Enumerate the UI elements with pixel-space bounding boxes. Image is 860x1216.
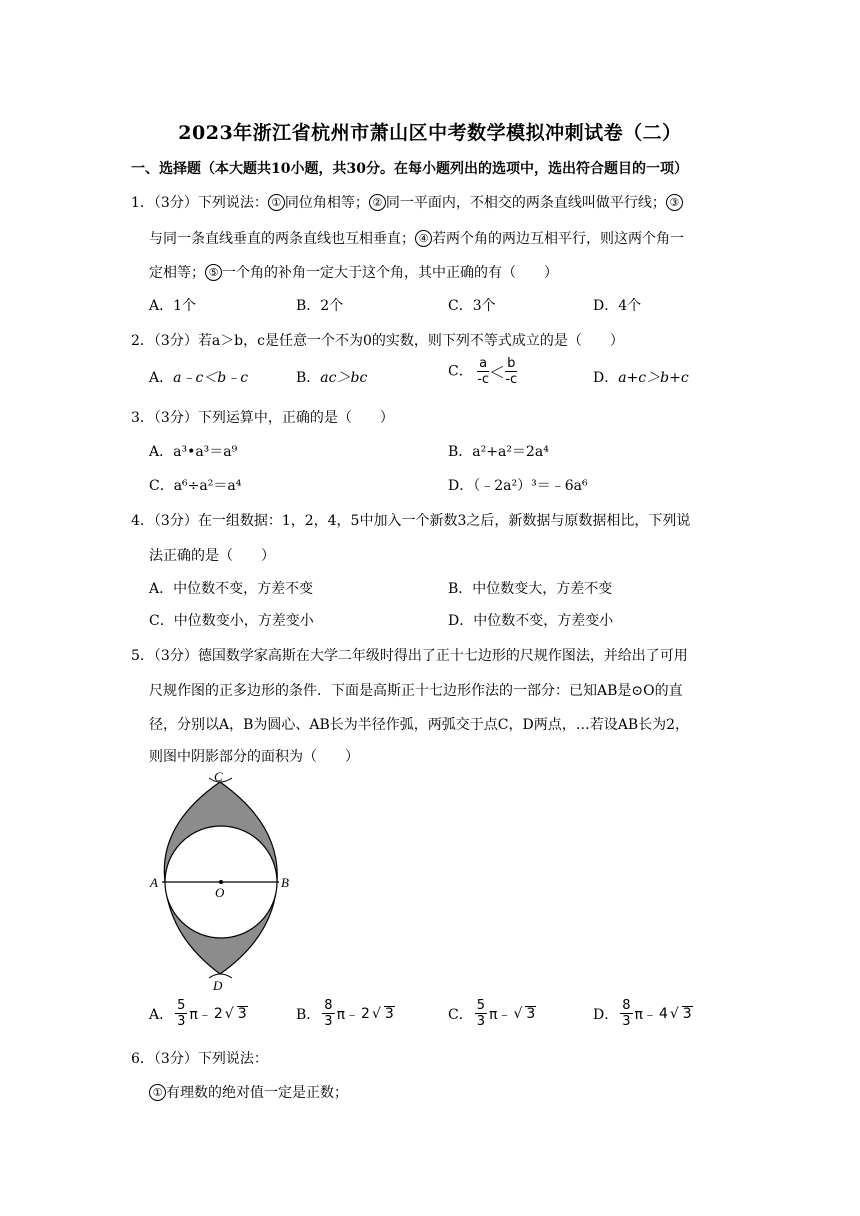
- q4-option-d: D．中位数不变，方差变小: [448, 613, 614, 629]
- q6-item1: ① 有理数的绝对值一定是正数；: [149, 1082, 348, 1102]
- q2-option-c: C． $\frac{a}{-c}$ ＜ $\frac{b}{-c}$: [448, 356, 518, 387]
- q5-line1: 5．（3分）德国数学家高斯在大学二年级时得出了正十七边形的尺规作图法，并给出了可用: [131, 648, 688, 664]
- q3-option-c: C．a⁶÷a²＝a⁴: [149, 478, 242, 494]
- q1-option-a: A．1个: [149, 298, 197, 314]
- q5-line2: 尺规作图的正多边形的条件．下面是高斯正十七边形作法的一部分：已知AB是⊙O的直: [149, 683, 683, 699]
- q2-option-d: D．a+c＞b+c: [593, 370, 689, 386]
- q5-line4: 则图中阴影部分的面积为（ ）: [149, 749, 359, 765]
- label-o: O: [215, 885, 225, 900]
- q5-option-a: A． $\frac{5}{3}$ π﹣ 2 √ 3: [149, 998, 247, 1029]
- q6-stem: 6．（3分）下列说法：: [131, 1051, 268, 1067]
- q1-line1: 1．（3分）下列说法： ① 同位角相等； ② 同一平面内，不相交的两条直线叫做平行线； ③: [131, 192, 683, 212]
- label-b: B: [281, 875, 289, 890]
- q5-line3: 径，分别以A，B为圆心、AB长为半径作弧，两弧交于点C，D两点，…若设AB长为2，: [149, 717, 690, 733]
- q3-option-b: B．a²+a²＝2a⁴: [448, 444, 549, 460]
- q5-option-d: D． $\frac{8}{3}$ π﹣ 4 √ 3: [593, 998, 692, 1029]
- q1-option-d: D．4个: [593, 298, 642, 314]
- center-point: [219, 880, 223, 884]
- q1-option-c: C．3个: [448, 298, 496, 314]
- q4-stem-line2: 法正确的是（ ）: [149, 548, 275, 564]
- circled-4: ④: [415, 230, 432, 247]
- q4-stem-line1: 4．（3分）在一组数据：1，2，4，5中加入一个新数3之后，新数据与原数据相比，下列说: [131, 513, 691, 529]
- q3-option-d: D．（﹣2a²）³＝﹣6a⁶: [448, 478, 588, 494]
- q2-option-a: A．a﹣c＜b﹣c: [149, 370, 249, 386]
- q1-line3: 定相等； ⑤ 一个角的补角一定大于这个角，其中正确的有（ ）: [149, 265, 558, 281]
- q4-option-a: A．中位数不变，方差不变: [149, 581, 314, 597]
- circled-1: ①: [149, 1084, 166, 1101]
- section-heading: 一、选择题（本大题共10小题，共30分。在每小题列出的选项中，选出符合题目的一项）: [131, 161, 688, 177]
- q5-option-b: B． $\frac{8}{3}$ π﹣ 2 √ 3: [296, 998, 394, 1029]
- label-a: A: [150, 875, 158, 890]
- circled-1: ①: [268, 194, 285, 211]
- q5-option-c: C． $\frac{5}{3}$ π﹣ √ 3: [448, 998, 536, 1029]
- vesica-circle-figure: [145, 768, 305, 993]
- circled-5: ⑤: [205, 264, 222, 281]
- q2-option-b: B．ac＞bc: [296, 370, 368, 386]
- circled-2: ②: [369, 194, 386, 211]
- fraction: $\frac{b}{-c}$: [505, 356, 518, 387]
- page-title: 2023年浙江省杭州市萧山区中考数学模拟冲刺试卷（二）: [178, 122, 682, 144]
- circled-3: ③: [666, 194, 683, 211]
- q1-option-b: B．2个: [296, 298, 344, 314]
- q3-stem: 3．（3分）下列运算中，正确的是（ ）: [131, 410, 394, 426]
- label-d: D: [213, 978, 223, 993]
- label-c: C: [214, 769, 223, 784]
- q4-option-b: B．中位数变大，方差不变: [448, 581, 613, 597]
- q4-option-c: C．中位数变小，方差变小: [149, 613, 314, 629]
- q3-option-a: A．a³•a³＝a⁹: [149, 444, 238, 460]
- q2-stem: 2．（3分）若a＞b，c是任意一个不为0的实数，则下列不等式成立的是（ ）: [131, 333, 624, 349]
- fraction: $\frac{a}{-c}$: [477, 356, 490, 387]
- q1-line2: 与同一条直线垂直的两条直线也互相垂直； ④ 若两个角的两边互相平行，则这两个角一: [149, 231, 684, 247]
